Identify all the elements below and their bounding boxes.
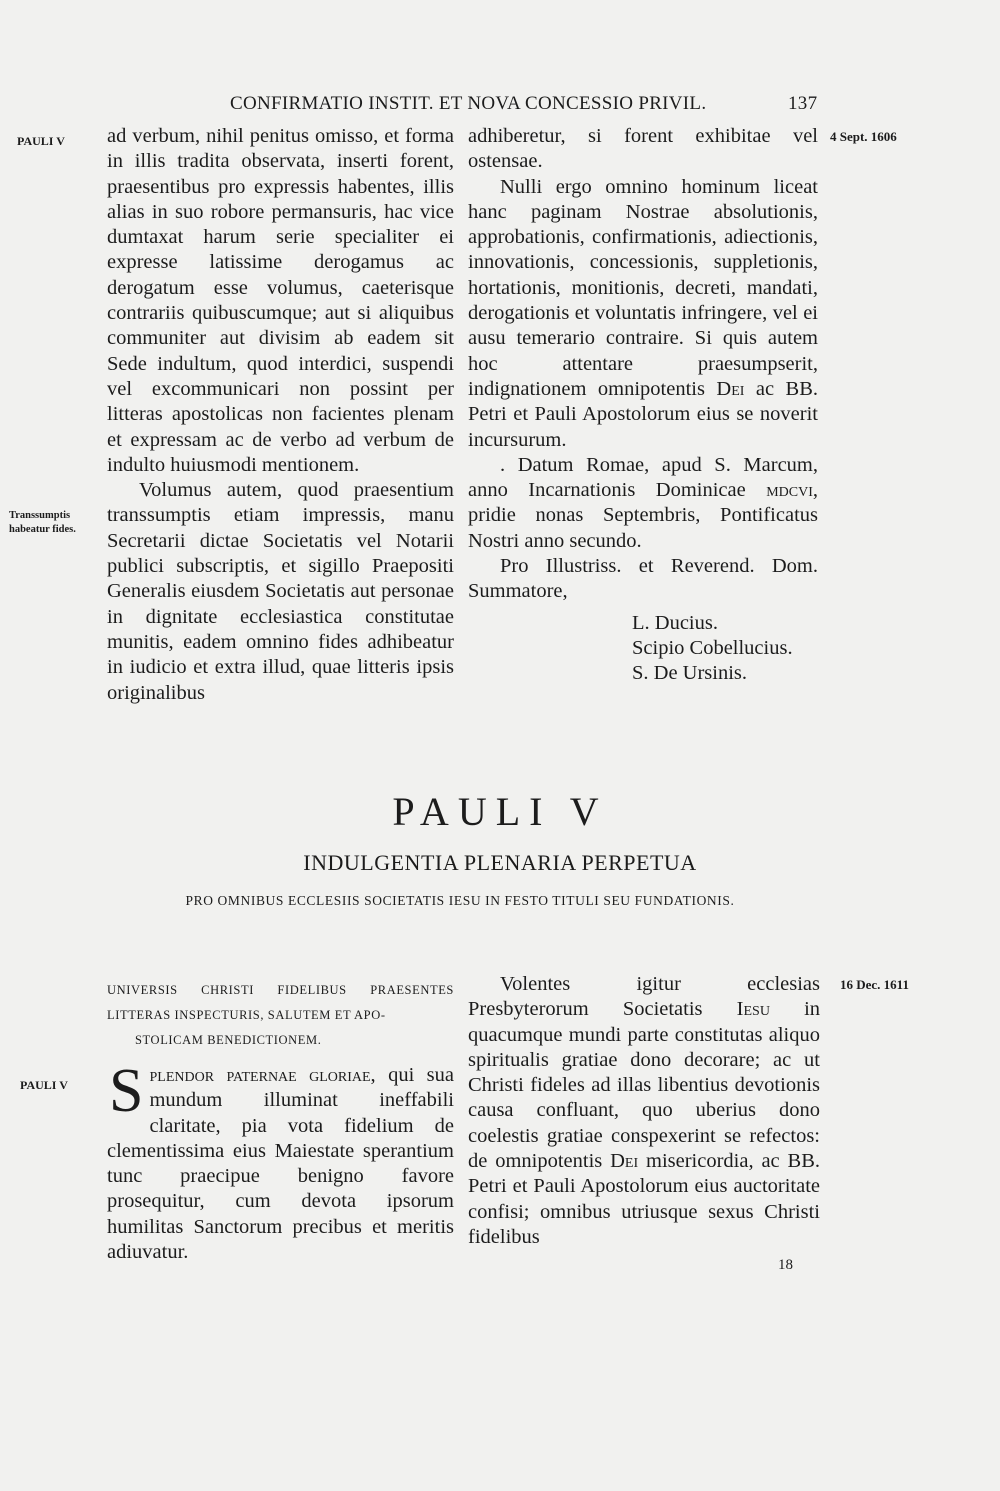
text-run: Nulli ergo omnino hominum liceat hanc paginam Nostrae absolutionis, approbationis, confirmationis, adiectionis, innovationis, concessionis, suppletionis, hortationis, monitionis, decreti, mandati, derogationis et voluntatis infringere, vel ei ausu temerario contraire. Si quis autem hoc attentare praesumpserit, indignationem omnipotentis — [468, 175, 818, 400]
margin-note-line: habeatur fides. — [9, 524, 76, 535]
margin-note-transsumptis — [9, 509, 76, 537]
margin-pope-top: PAULI V — [17, 134, 65, 148]
text-column-right-bottom — [468, 972, 820, 1250]
text-run: misericordia, ac BB. Petri et Pauli Apostolorum eius auctoritate confisi; omnibus utriusque sexus Christi fidelibus — [468, 1150, 820, 1248]
margin-date-bottom: 16 Dec. 1611 — [840, 977, 909, 992]
text-run-iesu: Iesu — [736, 998, 770, 1021]
text-run: in quacumque mundi parte constitutas aliquo spiritualis gratiae dono decorare; ac ut Christi fideles ad illas libentius devotionis causa confluant, quo uberius dono coelestis gratiae conspexerint se refectos: de omnipotentis — [468, 998, 821, 1173]
text-column-left-top — [107, 124, 454, 706]
signature-line: S. De Ursinis. — [632, 662, 748, 685]
text-column-left-bottom — [107, 978, 454, 1265]
paragraph — [468, 972, 820, 1250]
text-run-dei: Dei — [716, 377, 745, 400]
paragraph: adhiberetur, si forent exhibitae vel ostensae. — [468, 125, 818, 173]
margin-note-line: Transsumptis — [9, 510, 71, 521]
section-pope-heading: PAULI V — [392, 789, 608, 834]
paragraph: Volumus autem, quod praesentium transsumptis etiam impressis, manu Secretarii dictae Societatis vel Notarii publici subscriptis, et sigillo Praepositi Generalis eiusdem Societatis aut personae in dignitate ecclesiastica constitutae munitis, eadem omnino fides adhibeatur in iudicio et extra illud, quae litteris ipsis originalibus — [107, 479, 454, 704]
address-line: UNIVERSIS CHRISTI FIDELIBUS PRAESENTES LITTERAS INSPECTURIS, SALUTEM ET APO- — [107, 983, 454, 1022]
text-run: , qui sua mundum illuminat ineffabili claritate, pia vota fidelium de clementissima eius Maiestate sperantium tunc praecipue benigno favore prosequitur, cum devota ipsorum humilitas Sanctorum precibus et meritis adiuvatur. — [107, 1064, 454, 1264]
paragraph — [468, 175, 818, 453]
text-run: Volentes igitur ecclesias Presbyterorum Societatis — [468, 973, 820, 1021]
text-run-year: mdcvi — [766, 479, 813, 502]
signature-line: L. Ducius. — [632, 611, 718, 634]
text-run-lead: plendor paternae gloriae — [149, 1064, 371, 1086]
paragraph: ad verbum, nihil penitus omisso, et forma in illis tradita observata, inserti forent, praesentibus pro expressis habentes, illis alias in suo robore permansuris, hac vice dumtaxat harum serie specialiter ei expresse latissime derogamus ac derogatum esse volumus, caeterisque contrariis quibuscumque; aut si aliquibus communiter aut divisim ab eadem sit Sede indultum, quod interdici, suspendi vel excommunicari non possint per litteras apostolicas non facientes plenam et expressam ac de verbo ad verbum de indulto huiusmodi mentionem. — [107, 125, 454, 476]
paragraph-date — [468, 453, 818, 554]
paragraph: Pro Illustriss. et Reverend. Dom. Summatore, — [468, 555, 818, 603]
address-block — [107, 978, 454, 1053]
text-run-dei: Dei — [610, 1150, 639, 1173]
paragraph — [107, 1057, 454, 1265]
signature-mark: 18 — [778, 1257, 793, 1273]
section-subtitle: PRO OMNIBUS ECCLESIIS SOCIETATIS IESU IN FESTO TITULI SEU FUNDATIONIS. — [185, 893, 735, 908]
text-run: . Datum Romae, apud S. Marcum, anno Incarnationis Dominicae — [468, 453, 818, 502]
text-run: , pridie nonas Septembris, Pontificatus Nostri anno secundo. — [468, 479, 818, 552]
signature-line: Scipio Cobellucius. — [632, 636, 793, 659]
margin-pope-bottom: PAULI V — [20, 1078, 68, 1092]
page-number: 137 — [788, 93, 818, 114]
running-title: CONFIRMATIO INSTIT. ET NOVA CONCESSIO PRIVIL. — [230, 93, 707, 114]
text-column-right-top — [468, 124, 818, 687]
drop-cap: S — [109, 1057, 144, 1125]
text-run: ac BB. Petri et Pauli Apostolorum eius se noverit incursurum. — [468, 377, 818, 451]
margin-date-top: 4 Sept. 1606 — [830, 129, 897, 144]
section-title: INDULGENTIA PLENARIA PERPETUA — [303, 850, 697, 875]
address-line: STOLICAM BENEDICTIONEM. — [135, 1033, 322, 1047]
